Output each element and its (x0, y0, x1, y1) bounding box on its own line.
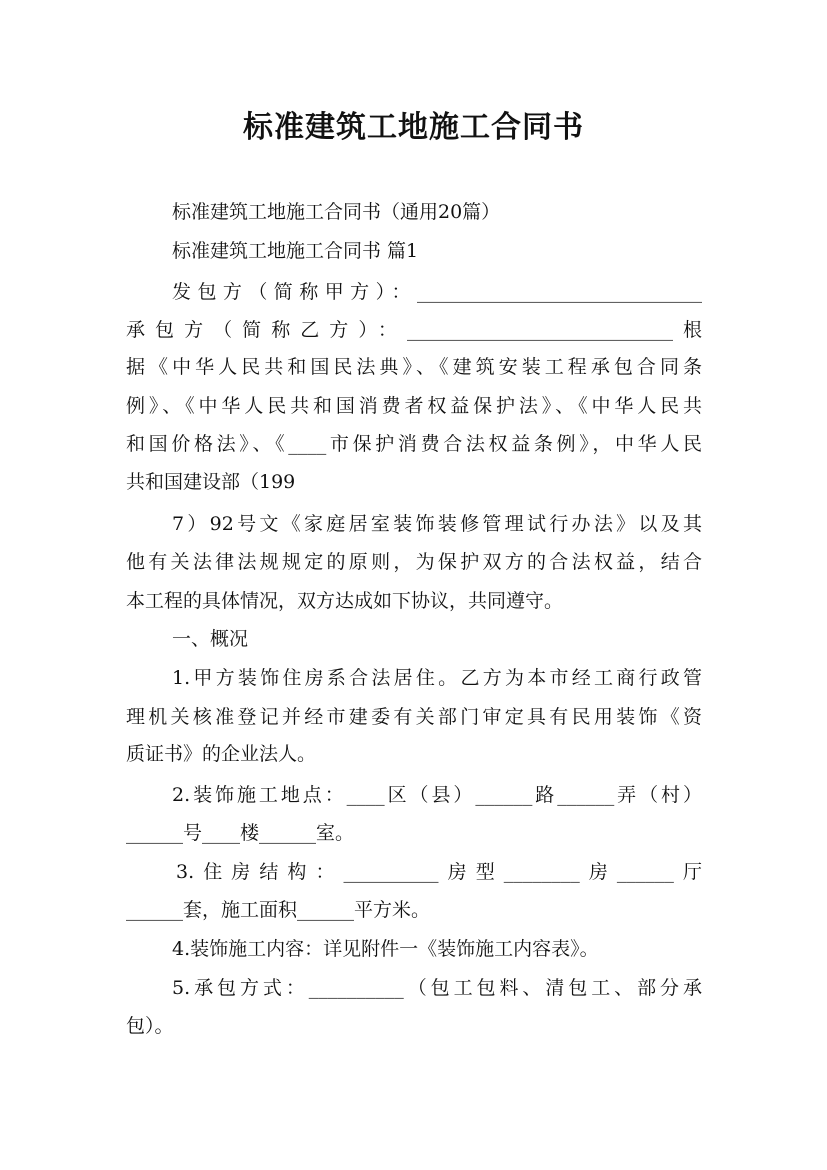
text-line: 本工程的具体情况，双方达成如下协议，共同遵守。 (126, 590, 564, 612)
text-line: 承包方（简称乙方）：____________________________根 (126, 319, 702, 341)
document-title: 标准建筑工地施工合同书 (243, 110, 584, 145)
text-line: 1.甲方装饰住房系合法居住。乙方为本市经工商行政管 (172, 667, 702, 689)
text-line: ______号____楼______室。 (126, 822, 355, 844)
text-line: 3.住房结构：__________房型________房______厅 (176, 861, 702, 883)
text-line: 5.承包方式：__________（包工包料、清包工、部分承 (172, 977, 702, 999)
text-line: 据《中华人民共和国民法典》、《建筑安装工程承包合同条 (126, 356, 702, 378)
text-line: 他有关法律法规规定的原则，为保护双方的合法权益，结合 (126, 551, 702, 573)
text-line: 例》、《中华人民共和国消费者权益保护法》、《中华人民共 (126, 395, 702, 417)
text-line: 共和国建设部（199 (126, 471, 296, 493)
text-line: 包）。 (126, 1015, 174, 1037)
text-line: 发包方（简称甲方）：______________________________ (172, 281, 702, 303)
text-line: ______套，施工面积______平方米。 (126, 899, 431, 921)
text-line: 和国价格法》、《____市保护消费合法权益条例》，中华人民 (126, 433, 702, 455)
text-line: 4.装饰施工内容：详见附件一《装饰施工内容表》。 (172, 938, 599, 960)
text-line: 质证书》的企业法人。 (126, 743, 317, 765)
text-line: 标准建筑工地施工合同书 篇1 (172, 240, 419, 262)
text-line: 标准建筑工地施工合同书（通用20篇） (172, 201, 501, 223)
text-line: 7）92号文《家庭居室装饰装修管理试行办法》以及其 (172, 513, 702, 535)
text-line: 2.装饰施工地点：____区（县）______路______弄（村） (172, 784, 702, 806)
text-line: 理机关核准登记并经市建委有关部门审定具有民用装饰《资 (126, 706, 702, 728)
section-heading: 一、概况 (172, 628, 249, 650)
